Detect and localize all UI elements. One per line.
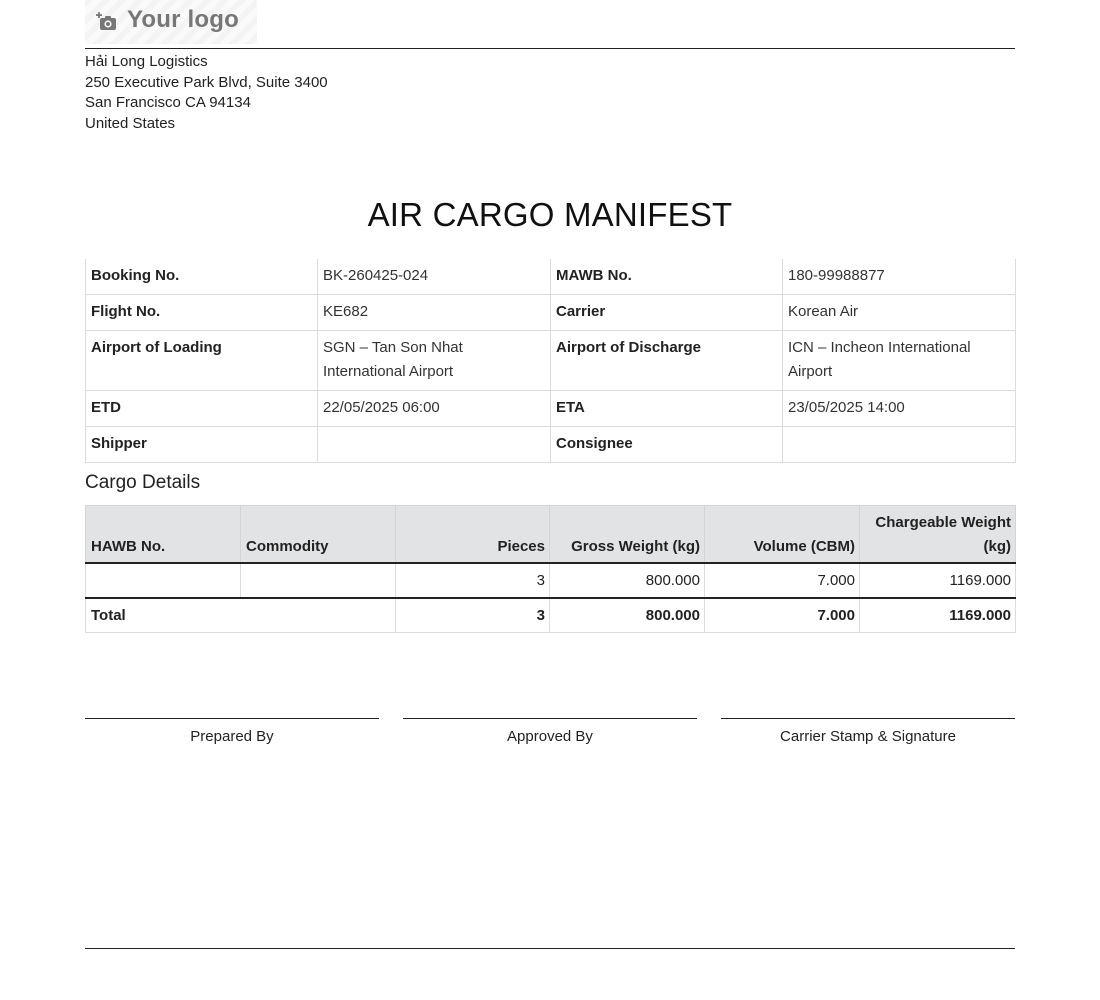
info-row <box>86 295 1016 331</box>
header-divider <box>85 48 1015 49</box>
airport-discharge-value: ICN – Incheon International Airport <box>783 331 1016 391</box>
cell-hawb-no <box>86 563 241 598</box>
col-gross-weight: Gross Weight (kg) <box>550 506 705 564</box>
total-pieces: 3 <box>396 598 550 633</box>
shipper-value <box>318 427 551 463</box>
info-row <box>86 391 1016 427</box>
cell-pieces: 3 <box>396 563 550 598</box>
manifest-page <box>85 0 1015 1000</box>
flight-no-value: KE682 <box>318 295 551 331</box>
cargo-details-table <box>85 505 1016 633</box>
consignee-value <box>783 427 1016 463</box>
carrier-stamp-signature: Carrier Stamp & Signature <box>721 718 1015 759</box>
col-volume: Volume (CBM) <box>705 506 860 564</box>
total-chargeable-weight: 1169.000 <box>860 598 1016 633</box>
etd-value: 22/05/2025 06:00 <box>318 391 551 427</box>
company-country: United States <box>85 114 176 132</box>
col-commodity: Commodity <box>241 506 396 564</box>
total-volume: 7.000 <box>705 598 860 633</box>
cargo-header-row <box>86 506 1016 564</box>
mawb-no-label: MAWB No. <box>551 259 783 295</box>
total-row <box>86 598 1016 633</box>
col-hawb-no: HAWB No. <box>86 506 241 564</box>
company-street: 250 Executive Park Blvd, Suite 3400 <box>85 73 328 91</box>
eta-value: 23/05/2025 14:00 <box>783 391 1016 427</box>
booking-no-label: Booking No. <box>86 259 318 295</box>
info-row <box>86 427 1016 463</box>
company-name: Hải Long Logistics <box>85 53 208 70</box>
total-gross-weight: 800.000 <box>550 598 705 633</box>
document-title: AIR CARGO MANIFEST <box>367 196 733 233</box>
cell-gross-weight: 800.000 <box>550 563 705 598</box>
total-label: Total <box>86 598 396 633</box>
company-city: San Francisco CA 94134 <box>85 94 251 111</box>
approved-by-signature: Approved By <box>403 718 697 759</box>
prepared-by-signature: Prepared By <box>85 718 379 759</box>
carrier-label: Carrier <box>551 295 783 331</box>
col-chargeable-weight: Chargeable Weight (kg) <box>860 506 1016 564</box>
consignee-label: Consignee <box>551 427 783 463</box>
eta-label: ETA <box>551 391 783 427</box>
info-row <box>86 259 1016 295</box>
carrier-value: Korean Air <box>783 295 1016 331</box>
table-row <box>86 563 1016 598</box>
flight-no-label: Flight No. <box>86 295 318 331</box>
camera-plus-icon <box>96 11 118 33</box>
cell-volume: 7.000 <box>705 563 860 598</box>
shipper-label: Shipper <box>86 427 318 463</box>
etd-label: ETD <box>86 391 318 427</box>
footer-divider <box>85 948 1015 949</box>
company-logo <box>85 0 257 44</box>
airport-loading-value: SGN – Tan Son Nhat International Airport <box>318 331 551 391</box>
logo-text: Your logo <box>127 6 240 33</box>
cell-commodity <box>241 563 396 598</box>
col-pieces: Pieces <box>396 506 550 564</box>
cargo-details-heading: Cargo Details <box>85 472 201 493</box>
company-address <box>85 52 328 134</box>
cell-chargeable-weight: 1169.000 <box>860 563 1016 598</box>
info-row <box>86 331 1016 391</box>
mawb-no-value: 180-99988877 <box>783 259 1016 295</box>
booking-no-value: BK-260425-024 <box>318 259 551 295</box>
airport-discharge-label: Airport of Discharge <box>551 331 783 391</box>
shipment-info-table <box>85 259 1016 463</box>
airport-loading-label: Airport of Loading <box>86 331 318 391</box>
